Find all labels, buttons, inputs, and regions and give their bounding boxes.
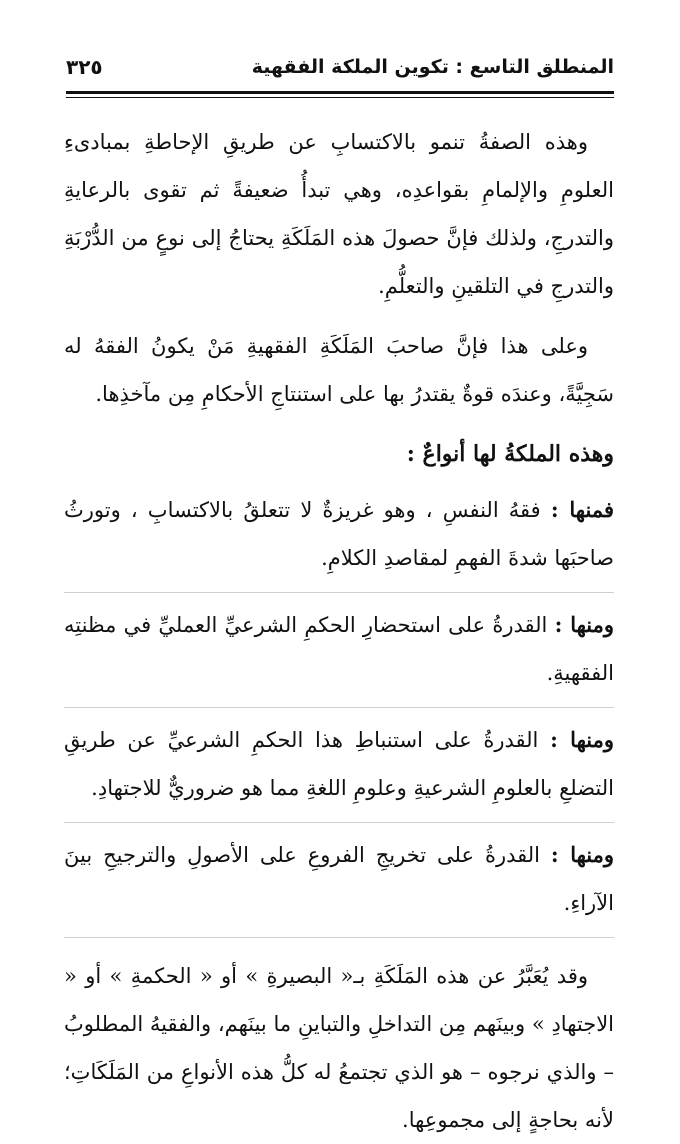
body-text — [64, 118, 614, 1144]
list-item — [64, 831, 614, 927]
divider — [64, 822, 614, 823]
list-item-text: القدرةُ على تخريجِ الفروعِ على الأصولِ والترجيحِ بينَ الآراءِ. — [64, 843, 614, 915]
running-head: المنطلق التاسع : تكوين الملكة الفقهية — [251, 56, 614, 78]
list-item-label: ومنها : — [554, 612, 614, 637]
list-item-label: فمنها : — [550, 497, 614, 522]
list-item — [64, 716, 614, 812]
header-rule-thick — [66, 91, 614, 94]
closing-paragraph: وقد يُعَبَّرُ عن هذه المَلَكَةِ بـ« البصيرةِ » أو « الحكمةِ » أو « الاجتهادِ » وبينَهم مِن التداخلِ والتباينِ ما بينَهم، والفقيهُ المطلوبُ – والذي نرجوه – هو الذي تجتمعُ له كلُّ هذه الأنواعِ من المَلَكَاتِ؛ لأنه بحاجةٍ إلى مجموعِها. — [64, 964, 614, 1132]
paragraph-1: وهذه الصفةُ تنمو بالاكتسابِ عن طريقِ الإحاطةِ بمبادىءِ العلومِ والإلمامِ بقواعدِه، وهي تبدأُ ضعيفةً ثم تقوى بالرعايةِ والتدرجِ، ولذلك فإنَّ حصولَ هذه المَلَكَةِ يحتاجُ إلى نوعٍ من الدُّرْبَةِ والتدرجِ في التلقينِ والتعلُّمِ. — [64, 130, 614, 298]
section-heading: وهذه الملكةُ لها أنواعٌ : — [406, 441, 614, 467]
divider — [64, 592, 614, 593]
header-rule-thin — [66, 97, 614, 98]
list-item-label: ومنها : — [550, 842, 614, 867]
page-number: ٣٢٥ — [66, 55, 103, 79]
divider — [64, 707, 614, 708]
list-item-text: فقهُ النفسِ ، وهو غريزةٌ لا تتعلقُ بالاكتسابِ ، وتورثُ صاحبَها شدةَ الفهمِ لمقاصدِ الكلامِ. — [64, 498, 614, 570]
list-item-label: ومنها : — [550, 727, 614, 752]
paragraph-2: وعلى هذا فإنَّ صاحبَ المَلَكَةِ الفقهيةِ مَنْ يكونُ الفقهُ له سَجِيَّةً، وعندَه قوةٌ يقتدرُ بها على استنتاجِ الأحكامِ مِن مآخذِها. — [64, 334, 614, 406]
list-item-text: القدرةُ على استحضارِ الحكمِ الشرعيِّ العمليِّ في مظنتِه الفقهيةِ. — [64, 613, 614, 685]
divider — [64, 937, 614, 938]
list-item — [64, 601, 614, 697]
list-item — [64, 486, 614, 582]
list-item-text: القدرةُ على استنباطِ هذا الحكمِ الشرعيِّ عن طريقِ التضلعِ بالعلومِ الشرعيةِ وعلومِ اللغةِ مما هو ضروريٌّ للاجتهادِ. — [64, 728, 614, 800]
page-header — [66, 50, 614, 84]
